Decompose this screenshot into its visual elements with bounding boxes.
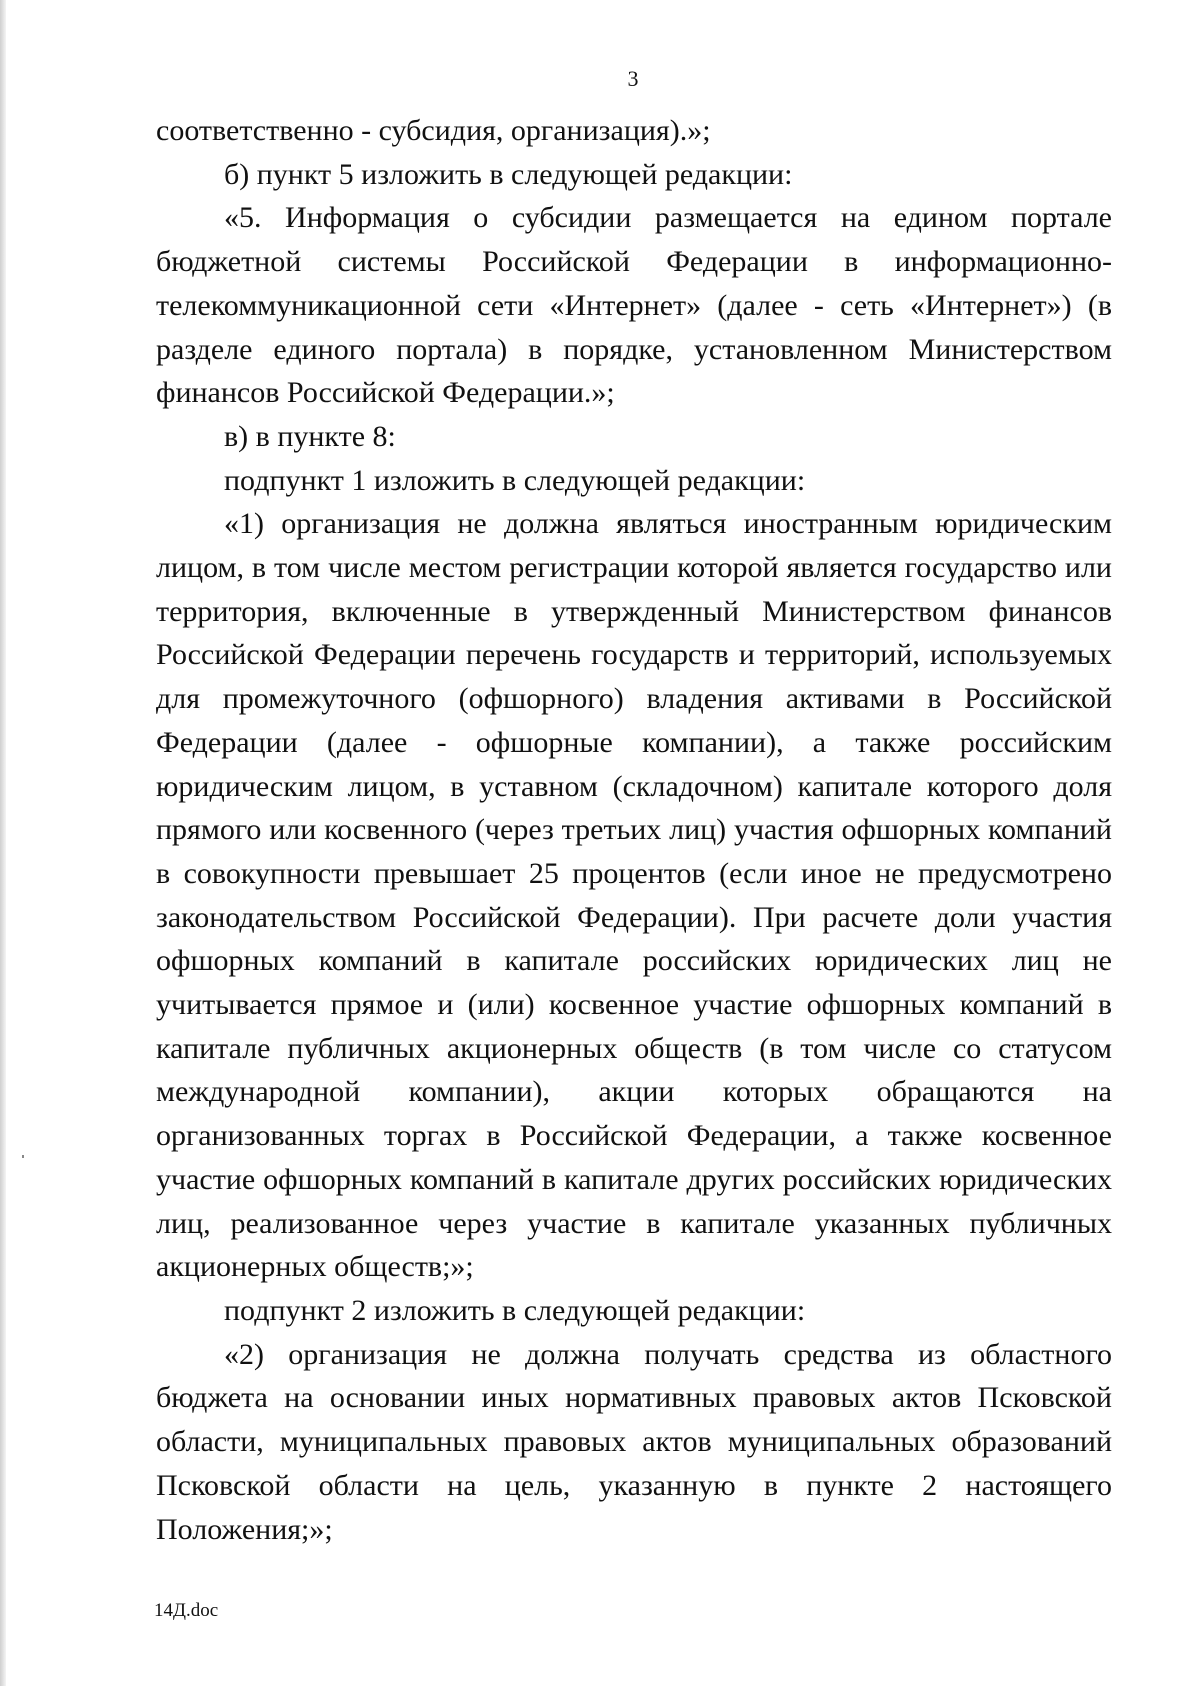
paragraph-5: подпункт 1 изложить в следующей редакции:	[224, 463, 806, 497]
file-name-footer: 14Д.doc	[154, 1600, 219, 1621]
scan-mark	[22, 1155, 24, 1158]
scan-edge	[0, 0, 6, 1686]
paragraph-1: соответственно - субсидия, организация).»;	[156, 114, 711, 147]
paragraph-8: «2) организация не должна получать средства из областного бюджета на основании иных нормативных правовых актов Псковской области, муниципальных правовых актов муниципальных образований Псковской области на цель, указанную в пункте 2 настоящего Положения;»;	[156, 1337, 1112, 1546]
paragraph-4: в) в пункте 8:	[224, 419, 396, 453]
paragraph-2: б) пункт 5 изложить в следующей редакции:	[224, 157, 793, 191]
paragraph-7: подпункт 2 изложить в следующей редакции:	[224, 1293, 806, 1327]
page-number: 3	[627, 66, 639, 91]
document-body	[156, 109, 1112, 1551]
paragraph-6: «1) организация не должна являться иностранным юридическим лицом, в том числе местом регистрации которой является государство или территория, включенные в утвержденный Министерством финансов Российской Федерации перечень государств и территорий, используемых для промежуточного (офшорного) владения активами в Российской Федерации (далее - офшорные компании), а также российским юридическим лицом, в уставном (складочном) капитале которого доля прямого или косвенного (через третьих лиц) участия офшорных компаний в совокупности превышает 25 процентов (если иное не предусмотрено законодательством Российской Федерации). При расчете доли участия офшорных компаний в капитале российских юридических лиц не учитывается прямое и (или) косвенное участие офшорных компаний в капитале публичных акционерных обществ (в том числе со статусом международной компании), акции которых обращаются на организованных торгах в Российской Федерации, а также косвенное участие офшорных компаний в капитале других российских юридических лиц, реализованное через участие в капитале указанных публичных акционерных обществ;»;	[156, 507, 1112, 1284]
paragraph-3: «5. Информация о субсидии размещается на едином портале бюджетной системы Российской Федерации в информационно-телекоммуникационной сети «Интернет» (далее - сеть «Интернет») (в разделе единого портала) в порядке, установленном Министерством финансов Российской Федерации.»;	[156, 201, 1112, 410]
